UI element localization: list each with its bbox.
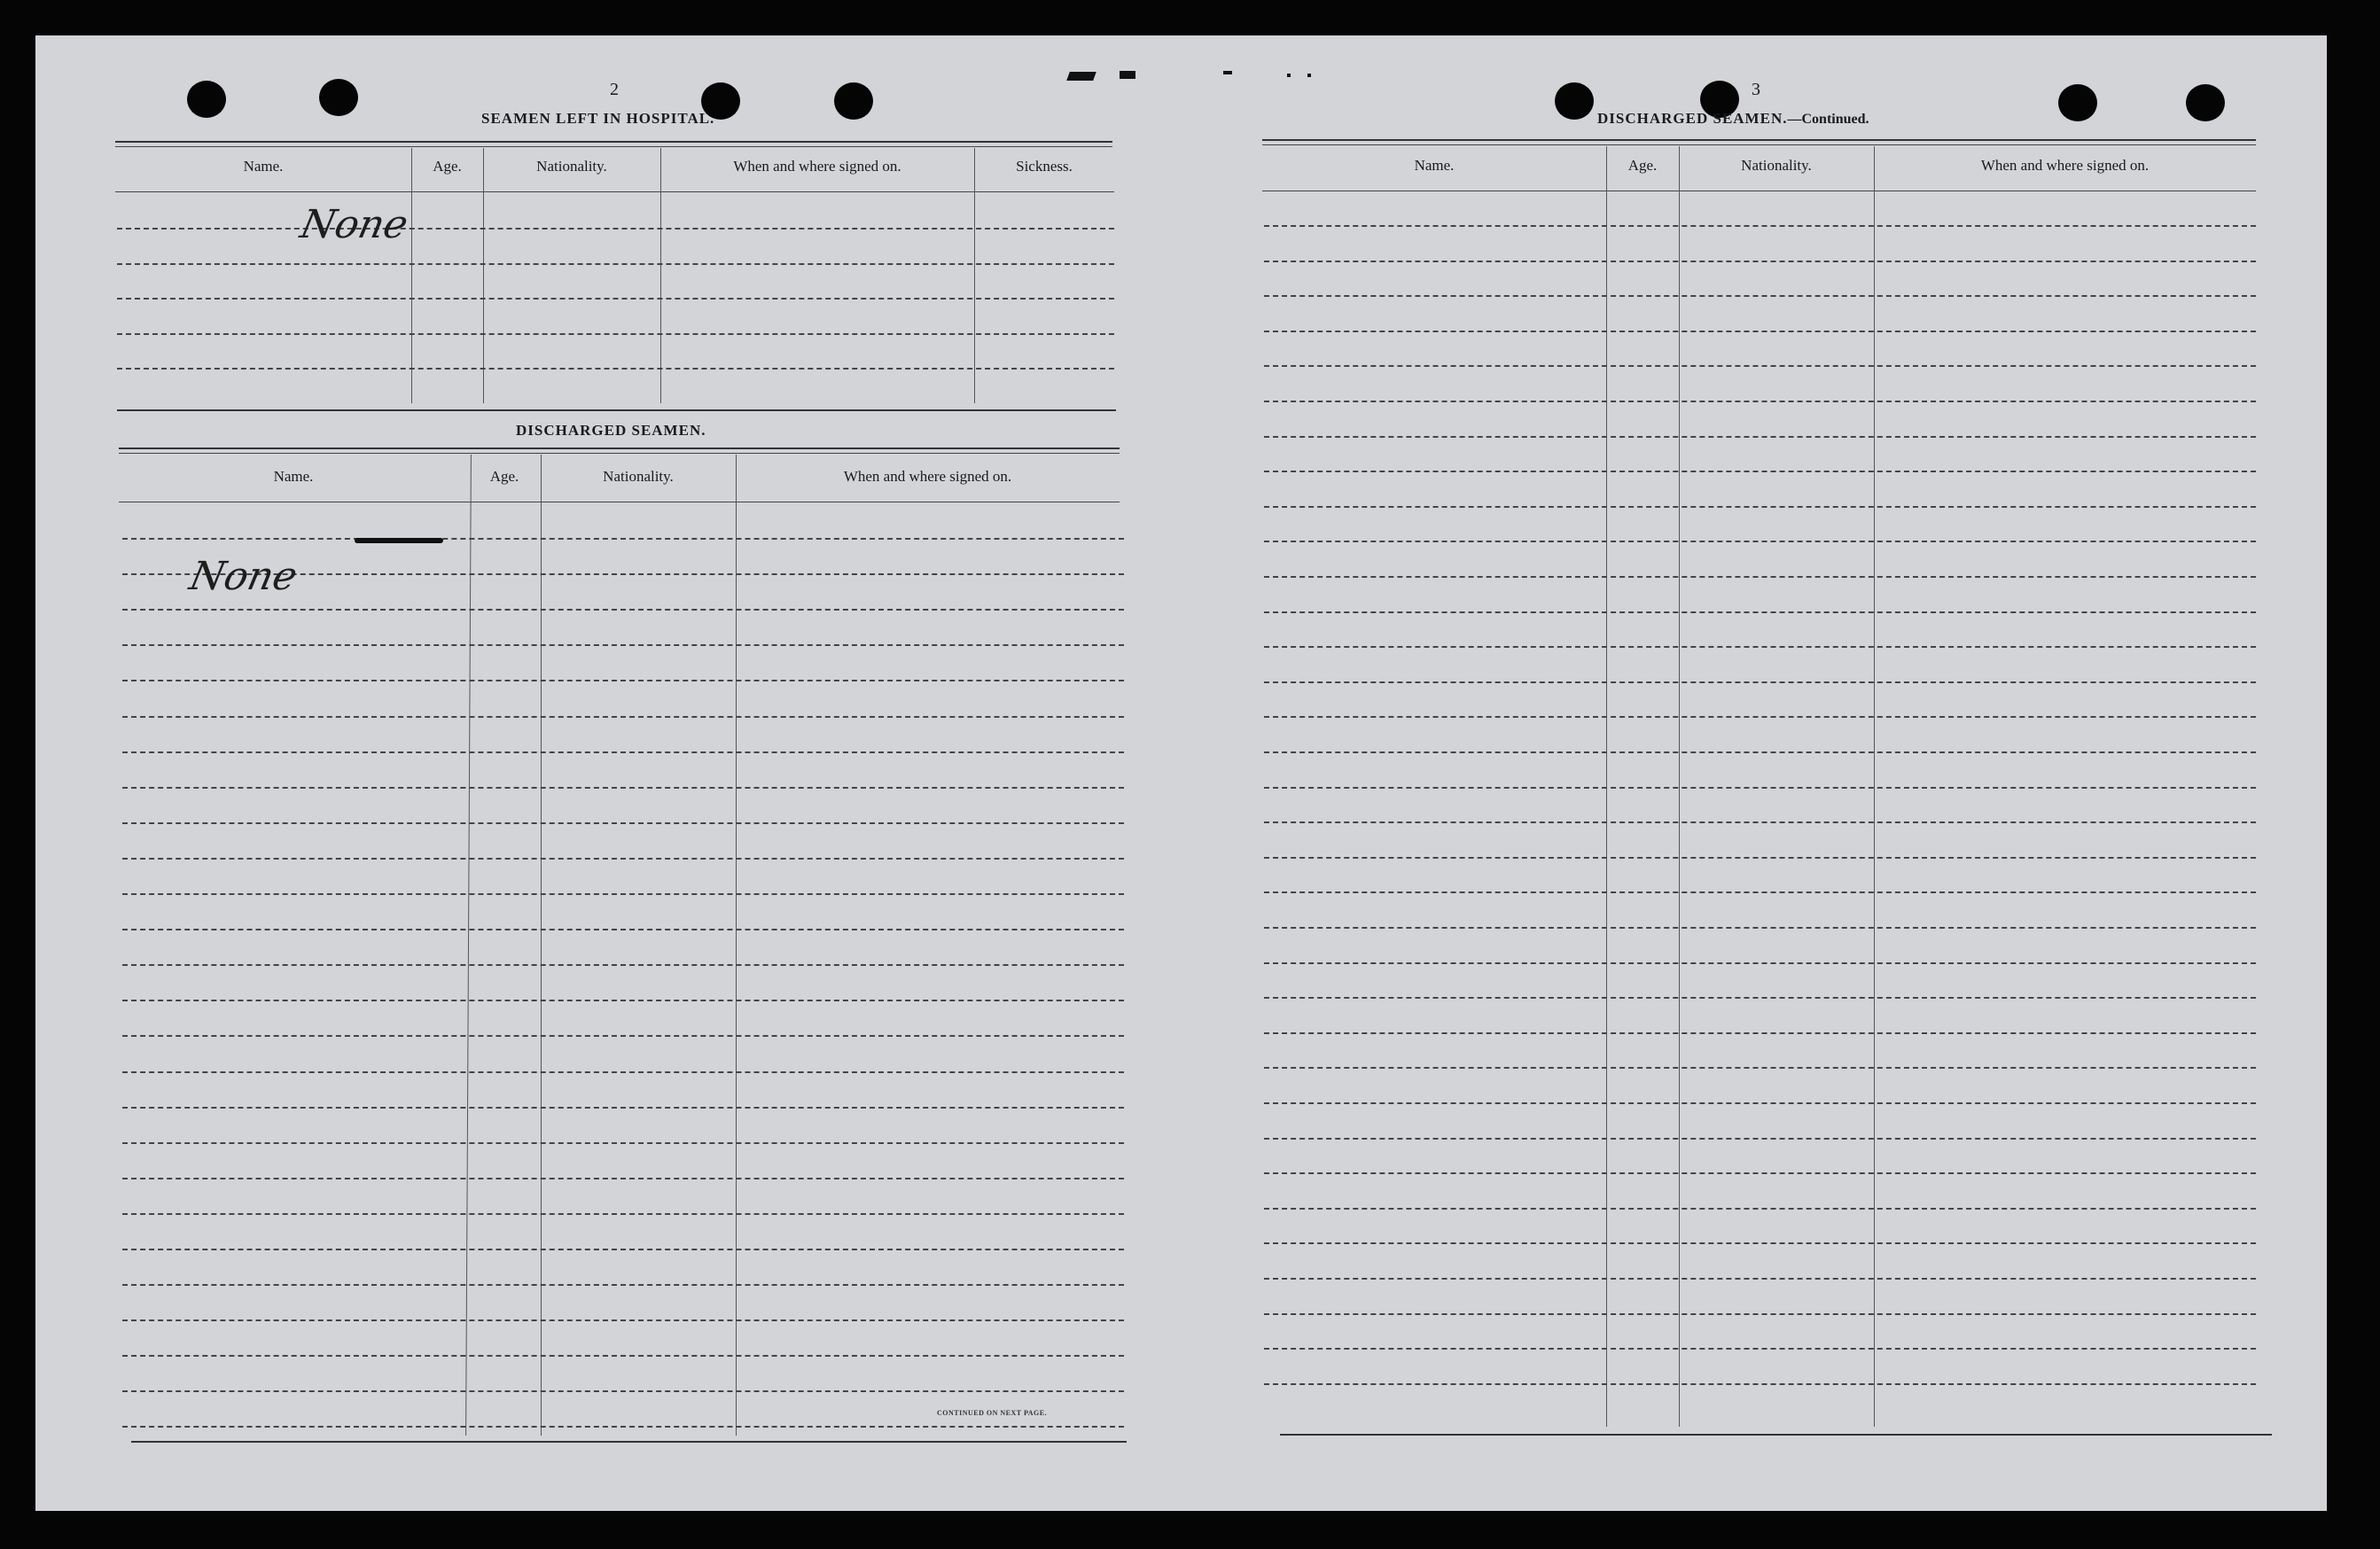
table-bottom-rule (1280, 1434, 2272, 1436)
ruled-line (122, 893, 1124, 895)
ruled-line (1264, 681, 2256, 683)
ruled-line (122, 929, 1124, 930)
ruled-line (1264, 751, 2256, 753)
col-header-age: Age. (1627, 157, 1658, 174)
col-header-name: Name. (243, 158, 284, 175)
ink-scribble (355, 538, 443, 543)
header-rule (1262, 139, 2256, 141)
ruled-line (1264, 261, 2256, 262)
table-bottom-rule (131, 1441, 1127, 1443)
ruled-line (122, 1071, 1124, 1073)
ruled-line (1264, 1102, 2256, 1104)
punch-hole (2058, 84, 2097, 121)
col-header-nationality: Nationality. (603, 468, 674, 485)
header-rule (115, 141, 1112, 143)
ruled-line (1264, 1348, 2256, 1350)
ruled-line (1264, 436, 2256, 438)
ruled-line (122, 1107, 1124, 1109)
ruled-line (1264, 506, 2256, 508)
ruled-line (1264, 1138, 2256, 1140)
ruled-line (117, 228, 1114, 230)
discharged-section-title: DISCHARGED SEAMEN. (516, 422, 706, 439)
col-header-nationality: Nationality. (536, 158, 607, 175)
ruled-line (1264, 857, 2256, 859)
ruled-line (1264, 541, 2256, 542)
ruled-line (1264, 997, 2256, 999)
ruled-line (122, 858, 1124, 860)
ruled-line (122, 787, 1124, 789)
ruled-line (1264, 1383, 2256, 1385)
continued-note: CONTINUED ON NEXT PAGE. (937, 1409, 1048, 1417)
form-sheet (35, 35, 2327, 1511)
punch-hole (834, 82, 873, 120)
title-text: DISCHARGED SEAMEN. (1597, 110, 1788, 127)
ruled-line (1264, 611, 2256, 613)
page-number-left: 2 (610, 80, 619, 99)
column-divider (483, 148, 484, 403)
punch-hole (2186, 84, 2225, 121)
col-header-signed-on: When and where signed on. (843, 468, 1012, 485)
ruled-line (122, 1355, 1124, 1357)
column-divider (465, 455, 472, 1436)
ruled-line (122, 1178, 1124, 1179)
column-header-rule (115, 191, 1114, 192)
ruled-line (1264, 927, 2256, 929)
col-header-name: Name. (273, 468, 314, 485)
ruled-line (117, 368, 1114, 370)
col-header-sickness: Sickness. (1016, 158, 1073, 175)
ruled-line (1264, 646, 2256, 648)
ruled-line (1264, 401, 2256, 402)
ruled-line (122, 1319, 1124, 1321)
ruled-line (122, 644, 1124, 646)
ruled-line (1264, 1313, 2256, 1315)
ruled-line (1264, 471, 2256, 472)
title-suffix: —Continued. (1787, 112, 1869, 127)
section-rule (117, 409, 1116, 411)
ruled-line (1264, 365, 2256, 367)
header-rule (115, 146, 1112, 147)
column-divider (736, 455, 737, 1436)
col-header-signed-on: When and where signed on. (1980, 157, 2150, 174)
ruled-line (1264, 1032, 2256, 1034)
ruled-line (122, 538, 1124, 540)
column-divider (541, 455, 542, 1436)
ruled-line (122, 1390, 1124, 1392)
ruled-line (122, 964, 1124, 966)
column-divider (974, 148, 975, 403)
ruled-line (122, 609, 1124, 611)
ruled-line (122, 1035, 1124, 1037)
ink-mark (1066, 72, 1096, 81)
ruled-line (1264, 1242, 2256, 1244)
ruled-line (122, 751, 1124, 753)
ruled-line (1264, 295, 2256, 297)
ruled-line (1264, 1172, 2256, 1174)
ruled-line (122, 1000, 1124, 1001)
column-divider (660, 148, 661, 403)
ink-mark (1287, 74, 1291, 77)
ruled-line (122, 1249, 1124, 1250)
discharged-continued-title (1597, 110, 1869, 128)
handwritten-entry: None (185, 554, 301, 599)
ruled-line (122, 1284, 1124, 1286)
ruled-line (1264, 716, 2256, 718)
col-header-nationality: Nationality. (1741, 157, 1812, 174)
ruled-line (122, 1142, 1124, 1144)
col-header-age: Age. (433, 158, 462, 175)
header-rule (119, 453, 1120, 454)
ruled-line (1264, 331, 2256, 332)
punch-hole (1555, 82, 1594, 120)
ruled-line (122, 1426, 1124, 1428)
ruled-line (117, 298, 1114, 300)
ruled-line (1264, 962, 2256, 964)
col-header-signed-on: When and where signed on. (733, 158, 901, 175)
ruled-line (122, 1213, 1124, 1215)
ink-mark (1223, 71, 1232, 74)
header-rule (1262, 144, 2256, 145)
ruled-line (1264, 1208, 2256, 1210)
column-divider (411, 148, 412, 403)
ruled-line (1264, 225, 2256, 227)
page-number-right: 3 (1752, 80, 1760, 99)
ink-mark (1120, 71, 1135, 79)
ink-mark (1307, 74, 1311, 77)
col-header-age: Age. (489, 468, 519, 485)
ruled-line (1264, 1278, 2256, 1280)
ruled-line (122, 822, 1124, 824)
punch-hole (187, 81, 226, 118)
ruled-line (1264, 787, 2256, 789)
hospital-section-title: SEAMEN LEFT IN HOSPITAL. (481, 110, 715, 127)
header-rule (119, 448, 1120, 449)
handwritten-entry: None (296, 202, 412, 247)
ruled-line (1264, 891, 2256, 893)
ruled-line (122, 716, 1124, 718)
ruled-line (117, 263, 1114, 265)
ruled-line (122, 680, 1124, 681)
punch-hole (319, 79, 358, 116)
ruled-line (117, 333, 1114, 335)
ruled-line (1264, 1067, 2256, 1069)
ruled-line (1264, 576, 2256, 578)
ruled-line (1264, 821, 2256, 823)
col-header-name: Name. (1414, 157, 1455, 174)
